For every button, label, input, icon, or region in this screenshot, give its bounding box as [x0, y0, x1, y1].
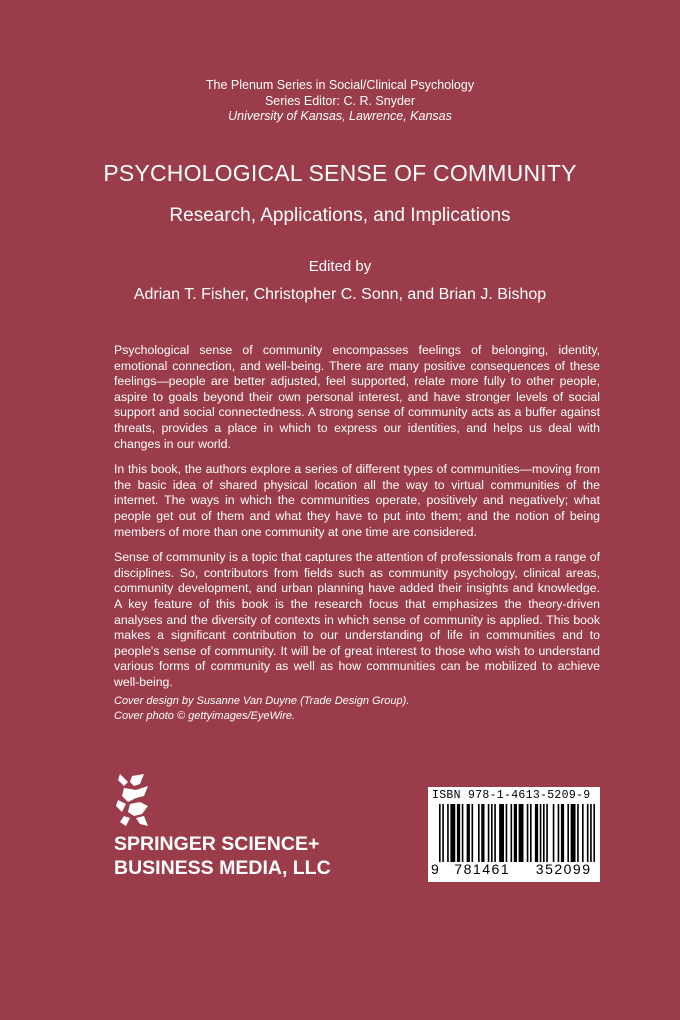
description	[114, 343, 600, 700]
barcode-bar	[535, 804, 538, 862]
barcode-bar	[527, 804, 529, 862]
editors-list: Adrian T. Fisher, Christopher C. Sonn, and Brian J. Bishop	[133, 286, 547, 303]
barcode-bar	[567, 804, 569, 862]
series-affiliation: University of Kansas, Lawrence, Kansas	[228, 109, 452, 123]
barcode-bar	[587, 804, 589, 862]
barcode-bar	[582, 804, 584, 862]
barcode-bar	[553, 804, 555, 862]
barcode-bar	[530, 804, 532, 862]
barcode-bar	[457, 804, 460, 862]
book-subtitle: Research, Applications, and Implications	[169, 205, 511, 226]
barcode-bar	[543, 804, 545, 862]
series-editor: Series Editor: C. R. Snyder	[264, 93, 416, 108]
series-info	[0, 78, 680, 125]
barcode-bar	[439, 804, 441, 862]
publisher-name	[114, 832, 331, 880]
barcode-bar	[499, 804, 504, 862]
edited-by-label: Edited by	[308, 258, 372, 275]
barcode-bar	[442, 804, 444, 862]
barcode-bar	[571, 804, 576, 862]
barcode-bar	[467, 804, 470, 862]
barcode-bar	[450, 804, 455, 862]
barcode-bar	[546, 804, 548, 862]
barcode-bar	[511, 804, 513, 862]
cover-photo-credit: Cover photo © gettyimages/EyeWire.	[114, 710, 296, 722]
barcode-bar	[506, 804, 508, 862]
book-title: PSYCHOLOGICAL SENSE OF COMMUNITY	[103, 160, 577, 186]
series-name: The Plenum Series in Social/Clinical Psychology	[205, 78, 475, 92]
barcode-bar	[514, 804, 517, 862]
description-paragraph-3: Sense of community is a topic that captures the attention of professionals from a range of disciplines. So, contributors from fields such as community psychology, clinical areas, community development, and urban planning have added their insights and knowledge. A key feature of this book is the research focus that emphasizes the theory-driven analyses and the diversity of contexts in which sense of community is applied. This book makes a significant contribution to our understanding of life in communities and to people's sense of community. It will be of great interest to those who wish to understand various forms of community as well as how communities can be mobilized to achieve well-being.	[114, 550, 600, 689]
ean-group-2: 352099	[535, 861, 592, 877]
ean-digits	[431, 861, 599, 877]
barcode-bar	[577, 804, 579, 862]
barcode-bar	[478, 804, 480, 862]
publisher-line-2: BUSINESS MEDIA, LLC	[114, 857, 331, 879]
barcode-bar	[519, 804, 524, 862]
isbn-barcode	[428, 787, 600, 882]
barcode-bar	[561, 804, 564, 862]
description-paragraph-1: Psychological sense of community encompasses feelings of belonging, identity, emotional connection, and well-being. There are many positive consequences of these feelings—people are better adjusted, feel supported, relate more fully to other people, aspire to goals beyond their own personal interest, and have stronger levels of social support and social connectedness. A strong sense of community acts as a buffer against threats, provides a place in which to express our identities, and helps us deal with changes in our world.	[114, 343, 600, 451]
description-paragraph-2: In this book, the authors explore a series of different types of communities—moving from the basic idea of shared physical location all the way to virtual communities of the internet. The ways in which the communities operate, positively and negatively; what people get out of them and what they have to put into them; and the notion of being members of more than one community at one time are considered.	[114, 462, 600, 539]
barcode-bar	[558, 804, 560, 862]
ean-first-digit: 9	[431, 861, 441, 877]
barcode-bar	[494, 804, 496, 862]
barcode-bar	[472, 804, 474, 862]
barcode-bar	[593, 804, 595, 862]
cover-credits	[114, 694, 600, 724]
ean-group-1: 781461	[454, 861, 511, 877]
barcode-bar	[488, 804, 490, 862]
barcode-bar	[447, 804, 449, 862]
publisher-line-1: SPRINGER SCIENCE+	[114, 833, 320, 855]
barcode-bar	[540, 804, 542, 862]
springer-horse-logo-icon	[114, 772, 154, 828]
barcode-bar	[491, 804, 493, 862]
barcode-bar	[462, 804, 464, 862]
barcode-bars	[439, 804, 595, 862]
isbn-label: ISBN 978-1-4613-5209-9	[432, 789, 591, 802]
barcode-bar	[481, 804, 484, 862]
cover-design-credit: Cover design by Susanne Van Duyne (Trade Design Group).	[114, 695, 410, 707]
barcode-bar	[590, 804, 592, 862]
